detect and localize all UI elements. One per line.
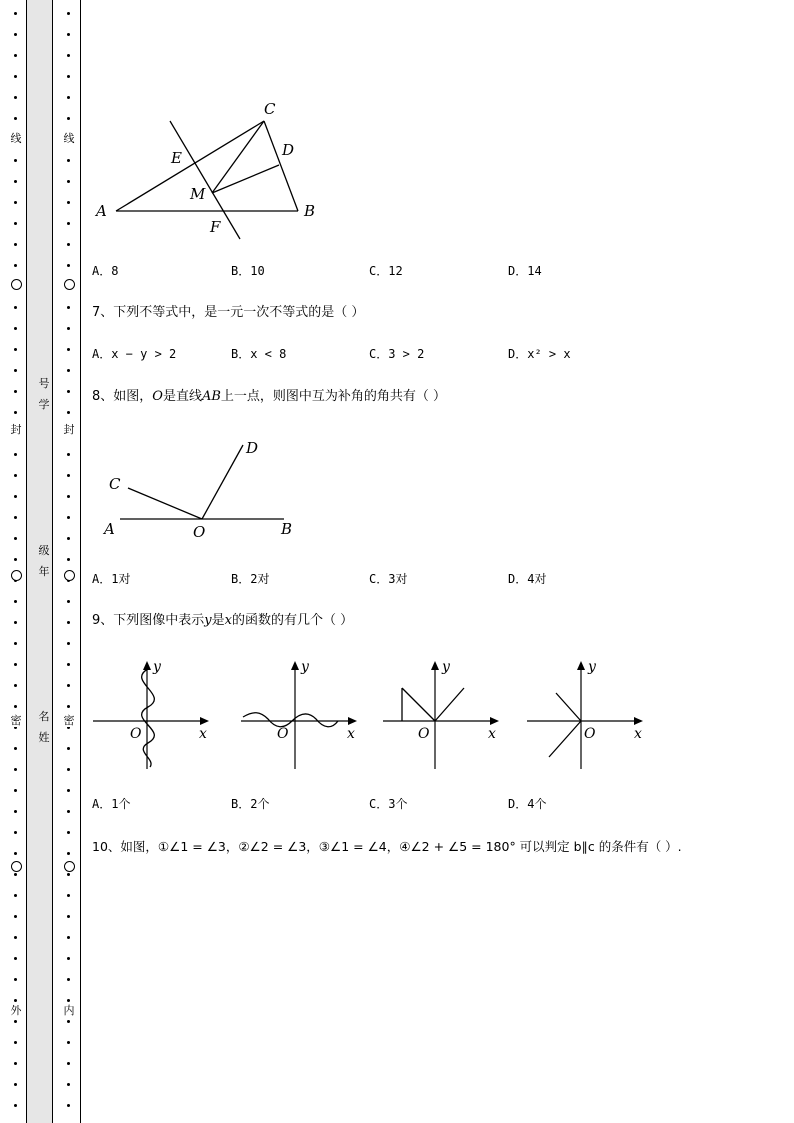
cut-line-dot <box>67 159 70 162</box>
q9-graph1-label-x: x <box>199 726 207 742</box>
cut-line-dot <box>14 411 17 414</box>
q9-graph3-label-x: x <box>488 726 496 742</box>
cut-line-dot <box>14 600 17 603</box>
cut-line-dot <box>67 243 70 246</box>
cut-line-dot <box>67 75 70 78</box>
q8-stem-part3: 上一点，则图中互为补角的角共有（ ） <box>220 389 447 404</box>
q9-graph1-label-y: y <box>153 659 161 675</box>
inner-mark-seal: 封 <box>63 423 75 436</box>
cut-line-dot <box>67 600 70 603</box>
field-student-number-char1: 号 <box>38 377 50 390</box>
q9-stem-var-y: y <box>204 613 212 628</box>
outer-circle-mark <box>11 861 22 872</box>
cut-line-dot <box>67 705 70 708</box>
cut-line-dot <box>67 369 70 372</box>
cut-line-dot <box>14 33 17 36</box>
cut-line-dot <box>14 957 17 960</box>
outer-mark-secret: 密 <box>10 714 22 727</box>
cut-line-dot <box>14 369 17 372</box>
field-grade-char2: 年 <box>38 565 50 578</box>
cut-line-dot <box>67 684 70 687</box>
cut-line-dot <box>14 936 17 939</box>
cut-line-dot <box>67 54 70 57</box>
cut-line-dot <box>14 348 17 351</box>
q8-angle-figure <box>98 432 308 547</box>
field-name-char1: 名 <box>38 710 50 723</box>
outer-binding-line-right <box>52 0 53 1123</box>
cut-line-dot <box>67 915 70 918</box>
cut-line-dot <box>14 1104 17 1107</box>
q9-graph4-label-y: y <box>588 659 596 675</box>
cut-line-dot <box>14 54 17 57</box>
cut-line-dot <box>14 684 17 687</box>
cut-line-dot <box>14 873 17 876</box>
q9-option-d: D．4个 <box>508 797 547 811</box>
cut-line-dot <box>67 516 70 519</box>
cut-line-dot <box>67 768 70 771</box>
cut-line-dot <box>67 222 70 225</box>
inner-circle-mark <box>64 861 75 872</box>
q9-graph-3 <box>380 655 510 773</box>
cut-line-dot <box>14 474 17 477</box>
q8-option-c: C．3对 <box>369 572 408 586</box>
cut-line-dot <box>67 1020 70 1023</box>
q9-graph2-label-y: y <box>301 659 309 675</box>
q9-stem-part1: 9、下列图像中表示 <box>92 613 205 628</box>
cut-line-dot <box>14 390 17 393</box>
cut-line-dot <box>67 873 70 876</box>
q6-option-d: D．14 <box>508 264 542 278</box>
q9-graph-2 <box>238 655 368 773</box>
cut-line-dot <box>14 894 17 897</box>
outer-mark-seal: 封 <box>10 423 22 436</box>
cut-line-dot <box>14 243 17 246</box>
q9-graph1-label-o: O <box>130 726 142 742</box>
cut-line-dot <box>14 663 17 666</box>
cut-line-dot <box>14 12 17 15</box>
q9-stem-part2: 是 <box>211 613 225 628</box>
outer-binding-strip <box>26 0 52 1123</box>
q8-label-o: O <box>193 523 206 541</box>
q9-graph2-label-o: O <box>277 726 289 742</box>
q6-label-b: B <box>304 202 316 220</box>
cut-line-dot <box>14 915 17 918</box>
q8-option-b: B．2对 <box>231 572 270 586</box>
cut-line-dot <box>14 96 17 99</box>
q9-graph3-label-o: O <box>418 726 430 742</box>
outer-binding-line-left <box>26 0 27 1123</box>
field-student-number-char2: 学 <box>38 398 50 411</box>
cut-line-dot <box>67 306 70 309</box>
field-name-char2: 姓 <box>38 731 50 744</box>
cut-line-dot <box>14 264 17 267</box>
q6-label-d: D <box>282 141 295 159</box>
cut-line-dot <box>67 642 70 645</box>
cut-line-dot <box>14 978 17 981</box>
cut-line-dot <box>67 12 70 15</box>
q9-option-b: B．2个 <box>231 797 270 811</box>
cut-line-dot <box>67 537 70 540</box>
cut-line-dot <box>14 495 17 498</box>
cut-line-dot <box>14 852 17 855</box>
q8-label-b: B <box>281 520 293 538</box>
q9-option-c: C．3个 <box>369 797 408 811</box>
q6-label-c: C <box>264 100 276 118</box>
q8-stem-line-ab: AB <box>201 389 221 404</box>
cut-line-dot <box>14 705 17 708</box>
inner-mark-inside: 内 <box>63 1004 75 1017</box>
cut-line-dot <box>14 306 17 309</box>
q8-stem-part2: 是直线 <box>162 389 202 404</box>
q7-option-c: C．3 > 2 <box>369 347 425 361</box>
cut-line-dot <box>67 747 70 750</box>
q10-stem: 10、如图，①∠1 = ∠3，②∠2 = ∠3，③∠1 = ∠4，④∠2 + ∠5 = 180° 可以判定 b∥c 的条件有（ ）. <box>92 839 682 854</box>
q8-stem-point-o: O <box>152 389 163 404</box>
cut-line-dot <box>14 180 17 183</box>
q8-label-c: C <box>109 475 121 493</box>
cut-line-dot <box>14 810 17 813</box>
cut-line-dot <box>67 495 70 498</box>
inner-mark-line: 线 <box>63 132 75 145</box>
cut-line-dot <box>14 201 17 204</box>
q9-graph4-label-o: O <box>584 726 596 742</box>
q7-option-d: D．x² > x <box>508 347 571 361</box>
q8-option-d: D．4对 <box>508 572 547 586</box>
cut-line-dot <box>67 390 70 393</box>
cut-line-dot <box>67 621 70 624</box>
q9-graph4-label-x: x <box>634 726 642 742</box>
cut-line-dot <box>67 558 70 561</box>
cut-line-dot <box>67 1104 70 1107</box>
cut-line-dot <box>14 789 17 792</box>
q7-option-a: A．x − y > 2 <box>92 347 177 361</box>
q6-triangle-figure <box>90 95 330 245</box>
cut-line-dot <box>14 621 17 624</box>
cut-line-dot <box>14 558 17 561</box>
q8-label-a: A <box>104 520 115 538</box>
cut-line-dot <box>67 852 70 855</box>
cut-line-dot <box>14 999 17 1002</box>
cut-line-dot <box>67 663 70 666</box>
outer-mark-outside: 外 <box>10 1004 22 1017</box>
cut-line-dot <box>67 474 70 477</box>
q9-graph2-label-x: x <box>347 726 355 742</box>
q6-option-c: C．12 <box>369 264 403 278</box>
inner-binding-line <box>80 0 81 1123</box>
cut-line-dot <box>14 1083 17 1086</box>
cut-line-dot <box>14 222 17 225</box>
cut-line-dot <box>67 180 70 183</box>
cut-line-dot <box>14 159 17 162</box>
q9-graph-4 <box>524 655 654 773</box>
q8-stem-part1: 8、如图， <box>92 389 153 404</box>
inner-circle-mark <box>64 570 75 581</box>
cut-line-dot <box>14 1062 17 1065</box>
q8-stem <box>92 389 446 405</box>
q8-option-a: A．1对 <box>92 572 131 586</box>
cut-line-dot <box>67 831 70 834</box>
q9-stem <box>92 613 353 629</box>
cut-line-dot <box>14 453 17 456</box>
inner-mark-secret: 密 <box>63 714 75 727</box>
cut-line-dot <box>14 75 17 78</box>
q6-label-f: F <box>210 218 221 236</box>
field-grade-char1: 级 <box>38 544 50 557</box>
cut-line-dot <box>14 642 17 645</box>
cut-line-dot <box>67 1083 70 1086</box>
cut-line-dot <box>67 33 70 36</box>
cut-line-dot <box>14 537 17 540</box>
cut-line-dot <box>14 1020 17 1023</box>
outer-circle-mark <box>11 279 22 290</box>
q9-graph-1 <box>90 655 220 773</box>
outer-dotted-cut-line <box>10 0 22 1123</box>
cut-line-dot <box>14 327 17 330</box>
q6-option-a: A．8 <box>92 264 119 278</box>
cut-line-dot <box>67 1041 70 1044</box>
inner-circle-mark <box>64 279 75 290</box>
q6-label-m: M <box>190 185 206 203</box>
cut-line-dot <box>67 348 70 351</box>
q6-option-b: B．10 <box>231 264 265 278</box>
cut-line-dot <box>67 957 70 960</box>
cut-line-dot <box>67 264 70 267</box>
cut-line-dot <box>67 117 70 120</box>
cut-line-dot <box>14 117 17 120</box>
cut-line-dot <box>14 831 17 834</box>
q7-option-b: B．x < 8 <box>231 347 287 361</box>
cut-line-dot <box>67 1062 70 1065</box>
cut-line-dot <box>67 978 70 981</box>
cut-line-dot <box>14 747 17 750</box>
cut-line-dot <box>67 810 70 813</box>
cut-line-dot <box>67 789 70 792</box>
q9-graph3-label-y: y <box>442 659 450 675</box>
cut-line-dot <box>67 411 70 414</box>
outer-circle-mark <box>11 570 22 581</box>
cut-line-dot <box>67 453 70 456</box>
q6-label-e: E <box>171 149 182 167</box>
q9-stem-var-x: x <box>224 613 232 628</box>
cut-line-dot <box>67 894 70 897</box>
cut-line-dot <box>14 516 17 519</box>
q8-label-d: D <box>246 439 259 457</box>
cut-line-dot <box>14 768 17 771</box>
q6-label-a: A <box>96 202 107 220</box>
cut-line-dot <box>14 1041 17 1044</box>
outer-mark-line: 线 <box>10 132 22 145</box>
cut-line-dot <box>67 201 70 204</box>
q7-stem: 7、下列不等式中，是一元一次不等式的是（ ） <box>92 305 365 320</box>
q9-option-a: A．1个 <box>92 797 131 811</box>
inner-dotted-cut-line <box>63 0 75 1123</box>
cut-line-dot <box>67 327 70 330</box>
q9-stem-part3: 的函数的有几个（ ） <box>232 613 354 628</box>
cut-line-dot <box>67 936 70 939</box>
cut-line-dot <box>67 96 70 99</box>
cut-line-dot <box>67 999 70 1002</box>
